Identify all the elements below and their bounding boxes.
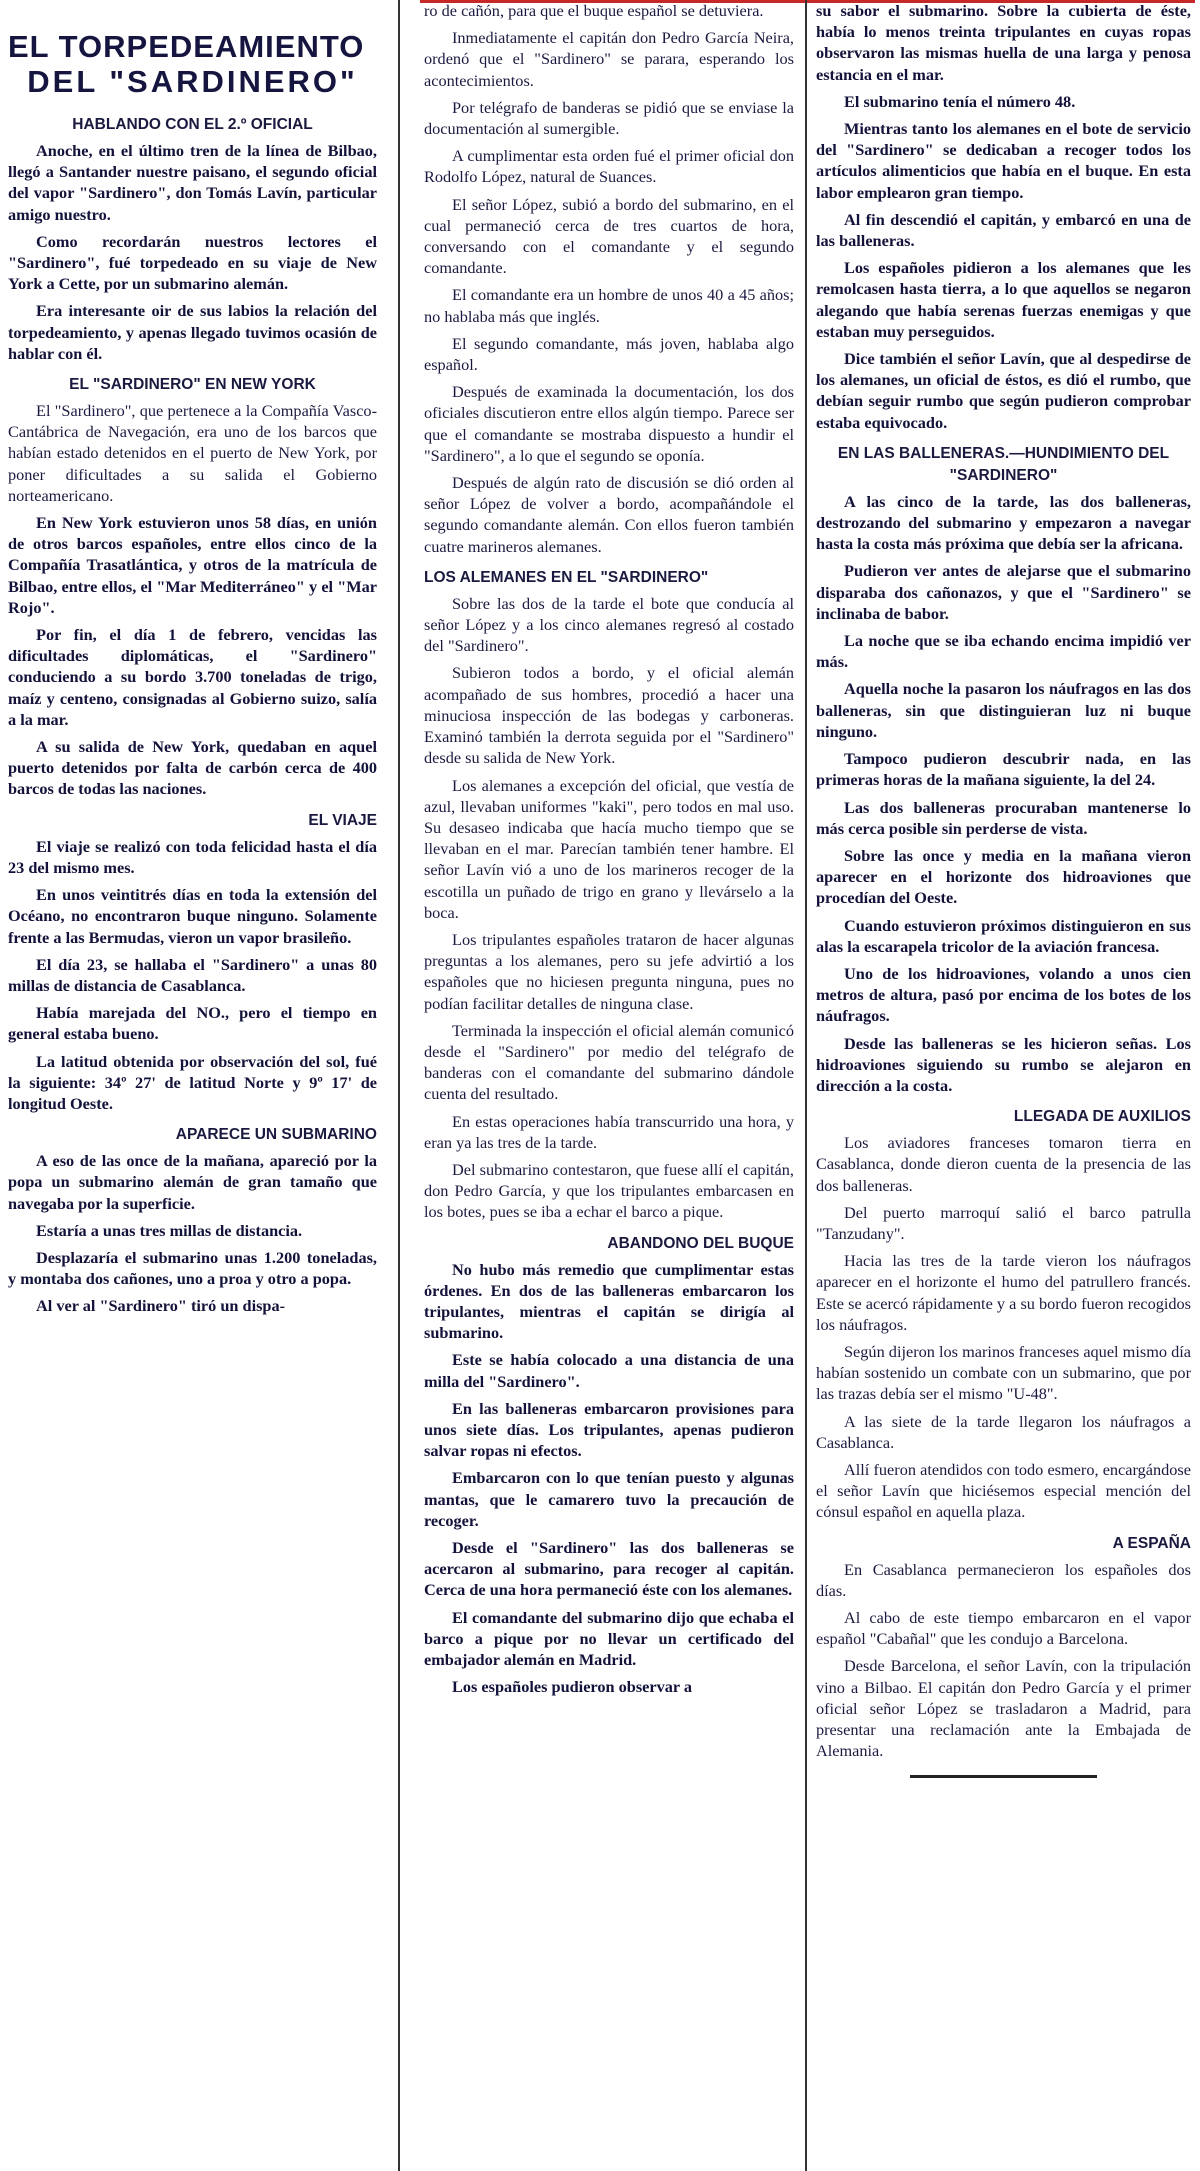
paragraph: Los tripulantes españoles trataron de hacer algunas preguntas a los alemanes, pero su jefe advirtió a los españoles que no hiciesen pregunta ninguna, pues no podían facilitar detalles de ninguna clase. — [424, 929, 794, 1013]
paragraph: Por telégrafo de banderas se pidió que se enviase la documentación al sumergible. — [424, 97, 794, 139]
paragraph: Inmediatamente el capitán don Pedro García Neira, ordenó que el "Sardinero" se parara, esperando los acontecimientos. — [424, 28, 794, 90]
paragraph: El señor López, subió a bordo del submarino, en el cual permaneció cerca de tres cuartos de hora, conversando con el comandante y el segundo comandante. — [424, 194, 794, 278]
paragraph: La latitud obtenida por observación del sol, fué la siguiente: 34º 27' de latitud Norte y 9º 17' de longitud Oeste. — [8, 1051, 377, 1113]
paragraph: El comandante del submarino dijo que echaba el barco a pique por no llevar un certificado del embajador alemán en Madrid. — [424, 1607, 794, 1670]
subheading: APARECE UN SUBMARINO — [175, 1126, 377, 1144]
paragraph: A eso de las once de la mañana, apareció por la popa un submarino alemán de gran tamaño que navegaba por la superficie. — [8, 1151, 377, 1213]
paragraph: Al fin descendió el capitán, y embarcó en una de las balleneras. — [816, 209, 1191, 251]
paragraph: Al ver al "Sardinero" tiró un dispa- — [36, 1296, 286, 1316]
paragraph: Estaría a unas tres millas de distancia. — [36, 1220, 303, 1240]
paragraph: su sabor el submarino. Sobre la cubierta de éste, había lo menos treinta tripulantes en cuyas ropas observaron las mismas huella de una larga y penosa estancia en el mar. — [816, 1, 1191, 84]
paragraph: Subieron todos a bordo, y el oficial alemán acompañado de sus hombres, procedió a hacer una minuciosa inspección de las bodegas y carboneras. Examinó también la derrota seguida por el "Sardinero" desde su salida de New York. — [424, 663, 794, 768]
paragraph: ro de cañón, para que el buque español se detuviera. — [424, 1, 764, 20]
paragraph: Hacia las tres de la tarde vieron los náufragos aparecer en el horizonte el humo del patrullero francés. Este se acercó rápidamente y a su bordo fueron recogidos los náufragos. — [816, 1251, 1191, 1334]
subheading: LLEGADA DE AUXILIOS — [1013, 1108, 1191, 1126]
paragraph: Mientras tanto los alemanes en el bote de servicio del "Sardinero" se dedicaban a recoger todos los artículos alimenticios que había en el buque. En esta labor emplearon gran tiempo. — [816, 119, 1191, 202]
paragraph: A las siete de la tarde llegaron los náufragos a Casablanca. — [816, 1411, 1191, 1452]
paragraph: El comandante era un hombre de unos 40 a 45 años; no hablaba más que inglés. — [424, 285, 794, 326]
paragraph: Por fin, el día 1 de febrero, vencidas las dificultades diplomáticas, el "Sardinero" conduciendo a su bordo 3.700 toneladas de trigo, maíz y centeno, consignadas al Gobierno suizo, salía a la mar. — [8, 625, 377, 729]
headline-line-1: EL TORPEDEAMIENTO — [8, 29, 365, 64]
end-rule — [910, 1775, 1098, 1778]
paragraph: Desde Barcelona, el señor Lavín, con la tripulación vino a Bilbao. El capitán don Pedro García y el primer oficial señor López se trasladaron a Madrid, para presentar una reclamación ante la Embajada de Alemania. — [816, 1656, 1191, 1761]
subheading: EL "SARDINERO" EN NEW YORK — [69, 376, 316, 394]
paragraph: A las cinco de la tarde, las dos balleneras, destrozando del submarino y empezaron a navegar hasta la costa más próxima que debía ser la africana. — [816, 491, 1191, 554]
paragraph: El submarino tenía el número 48. — [844, 91, 1076, 111]
paragraph: Del puerto marroquí salió el barco patrulla "Tanzudany". — [816, 1202, 1191, 1243]
paragraph: Había marejada del NO., pero el tiempo en general estaba bueno. — [8, 1003, 377, 1044]
column-3 — [810, 0, 1195, 1778]
column-separator — [805, 0, 807, 2171]
column-separator — [398, 0, 400, 2171]
paragraph: Embarcaron con lo que tenían puesto y algunas mantas, que le camarero tuvo la precaución de recoger. — [424, 1468, 794, 1530]
paragraph: Anoche, en el último tren de la línea de Bilbao, llegó a Santander nuestre paisano, el segundo oficial del vapor "Sardinero", don Tomás Lavín, particular amigo nuestro. — [8, 141, 377, 224]
paragraph: Era interesante oir de sus labios la relación del torpedeamiento, y apenas llegado tuvimos ocasión de hablar con él. — [8, 301, 377, 363]
paragraph: En las balleneras embarcaron provisiones para unos siete días. Los tripulantes, apenas pudieron salvar ropas ni efectos. — [424, 1398, 794, 1461]
column-1 — [0, 0, 383, 1323]
paragraph: Tampoco pudieron descubrir nada, en las primeras horas de la mañana siguiente, la del 24. — [816, 749, 1191, 790]
paragraph: En Casablanca permanecieron los españoles dos días. — [816, 1559, 1191, 1600]
paragraph: A su salida de New York, quedaban en aquel puerto detenidos por falta de carbón cerca de 400 barcos de todas las naciones. — [8, 737, 377, 799]
paragraph: Los alemanes a excepción del oficial, que vestía de azul, llevaban uniformes "kaki", pero todos en mal uso. Su desaseo indicaba que hacía mucho tiempo que se llevaban en el mar. Parecían también tener hambre. El señor Lavín vió a uno de los marineros recoger de la escotilla un puñado de trigo en grano y llevárselo a la boca. — [424, 775, 794, 922]
subheading: EL VIAJE — [308, 811, 377, 829]
subheading: ABANDONO DEL BUQUE — [607, 1234, 794, 1252]
paragraph: Después de examinada la documentación, los dos oficiales discutieron entre ellos algún tiempo. Parece ser que el comandante se mostraba dispuesto a hundir el "Sardinero", a lo que el segundo se oponía. — [424, 382, 794, 465]
paragraph: Desde el "Sardinero" las dos balleneras se acercaron al submarino, para recoger al capitán. Cerca de una hora permaneció éste con los alemanes. — [424, 1538, 794, 1600]
paragraph: Según dijeron los marinos franceses aquel mismo día habían sostenido un combate con un submarino, que por las trazas debía ser el mismo "U-48". — [816, 1341, 1191, 1404]
paragraph: La noche que se iba echando encima impidió ver más. — [816, 631, 1191, 672]
paragraph: Sobre las dos de la tarde el bote que conducía al señor López y a los cinco alemanes regresó al costado del "Sardinero". — [424, 593, 794, 656]
subheading: EN LAS BALLENERAS.—HUNDIMIENTO DEL "SARDINERO" — [837, 444, 1170, 484]
paragraph: El "Sardinero", que pertenece a la Compañía Vasco-Cantábrica de Navegación, era uno de los barcos que habían estado detenidos en el puerto de New York, por poner dificultades a su salida el Gobierno norteamericano. — [8, 401, 377, 505]
paragraph: Del submarino contestaron, que fuese allí el capitán, don Pedro García, y que los tripulantes embarcasen en los botes, pues se iba a echar el barco a pique. — [424, 1159, 794, 1222]
paragraph: Como recordarán nuestros lectores el "Sardinero", fué torpedeado en su viaje de New York a Cette, por un submarino alemán. — [8, 231, 377, 294]
paragraph: Aquella noche la pasaron los náufragos en las dos balleneras, sin que distinguieran luz ni buque ninguno. — [816, 679, 1191, 741]
paragraph: Dice también el señor Lavín, que al despedirse de los alemanes, un oficial de éstos, es dió el rumbo, que debían seguir rumbo que según pudieron comprobar estaba equivocado. — [816, 349, 1191, 432]
paragraph: Terminada la inspección el oficial alemán comunicó desde el "Sardinero" por medio del telégrafo de banderas con el comandante del submarino dándole cuenta del resultado. — [424, 1020, 794, 1104]
subheading: A ESPAÑA — [1112, 1534, 1191, 1552]
paragraph: Los aviadores franceses tomaron tierra en Casablanca, donde dieron cuenta de la presencia de las dos balleneras. — [816, 1133, 1191, 1195]
paragraph: No hubo más remedio que cumplimentar estas órdenes. En dos de las balleneras embarcaron los tripulantes, mientras el capitán se dirigía al submarino. — [424, 1259, 794, 1343]
headline-line-2: DEL "SARDINERO" — [27, 64, 358, 99]
paragraph: Pudieron ver antes de alejarse que el submarino disparaba dos cañonazos, y que el "Sardinero" se inclinaba de babor. — [816, 561, 1191, 623]
paragraph: A cumplimentar esta orden fué el primer oficial don Rodolfo López, natural de Suances. — [424, 146, 794, 187]
paragraph: En New York estuvieron unos 58 días, en unión de otros barcos españoles, entre ellos cinco de la Compañía Trasatlántica, y otros de la matrícula de Bilbao, entre ellos, el "Mar Mediterráneo" y el "Mar Rojo". — [8, 513, 377, 617]
paragraph: Cuando estuvieron próximos distinguieron en sus alas la escarapela tricolor de la aviación francesa. — [816, 915, 1191, 956]
paragraph: Allí fueron atendidos con todo esmero, encargándose el señor Lavín que hiciésemos especial mención del cónsul español en aquella plaza. — [816, 1459, 1191, 1522]
subheading: LOS ALEMANES EN EL "SARDINERO" — [424, 568, 709, 586]
paragraph: En unos veintitrés días en toda la extensión del Océano, no encontraron buque ninguno. Solamente frente a las Bermudas, vieron un vapor brasileño. — [8, 885, 377, 947]
paragraph: Desde las balleneras se les hicieron señas. Los hidroaviones siguiendo su rumbo se alejaron en dirección a la costa. — [816, 1033, 1191, 1095]
paragraph: El segundo comandante, más joven, hablaba algo español. — [424, 333, 794, 375]
paragraph: Sobre las once y media en la mañana vieron aparecer en el horizonte dos hidroaviones que procedían del Oeste. — [816, 845, 1191, 908]
paragraph: Los españoles pudieron observar a — [452, 1677, 693, 1697]
subheading: HABLANDO CON EL 2.º OFICIAL — [72, 116, 313, 133]
column-2 — [420, 0, 800, 1703]
paragraph: Este se había colocado a una distancia de una milla del "Sardinero". — [424, 1350, 794, 1391]
paragraph: El día 23, se hallaba el "Sardinero" a unas 80 millas de distancia de Casablanca. — [8, 954, 377, 995]
paragraph: El viaje se realizó con toda felicidad hasta el día 23 del mismo mes. — [8, 836, 377, 877]
paragraph: Después de algún rato de discusión se dió orden al señor López de volver a bordo, acompañándole el segundo comandante alemán. Con ellos fueron también cuatre marineros alemanes. — [424, 473, 794, 556]
paragraph: Las dos balleneras procuraban mantenerse lo más cerca posible sin perderse de vista. — [816, 797, 1191, 838]
paragraph: Uno de los hidroaviones, volando a unos cien metros de altura, pasó por encima de los botes de los náufragos. — [816, 963, 1191, 1026]
paragraph: Al cabo de este tiempo embarcaron en el vapor español "Cabañal" que les condujo a Barcelona. — [816, 1608, 1191, 1649]
paragraph: En estas operaciones había transcurrido una hora, y eran ya las tres de la tarde. — [424, 1111, 794, 1152]
paragraph: Los españoles pidieron a los alemanes que les remolcasen hasta tierra, a lo que aquellos se negaron alegando que había serenas fuerzas enemigas y que estaban muy perseguidos. — [816, 258, 1191, 341]
paragraph: Desplazaría el submarino unas 1.200 toneladas, y montaba dos cañones, uno a proa y otro a popa. — [8, 1247, 377, 1289]
